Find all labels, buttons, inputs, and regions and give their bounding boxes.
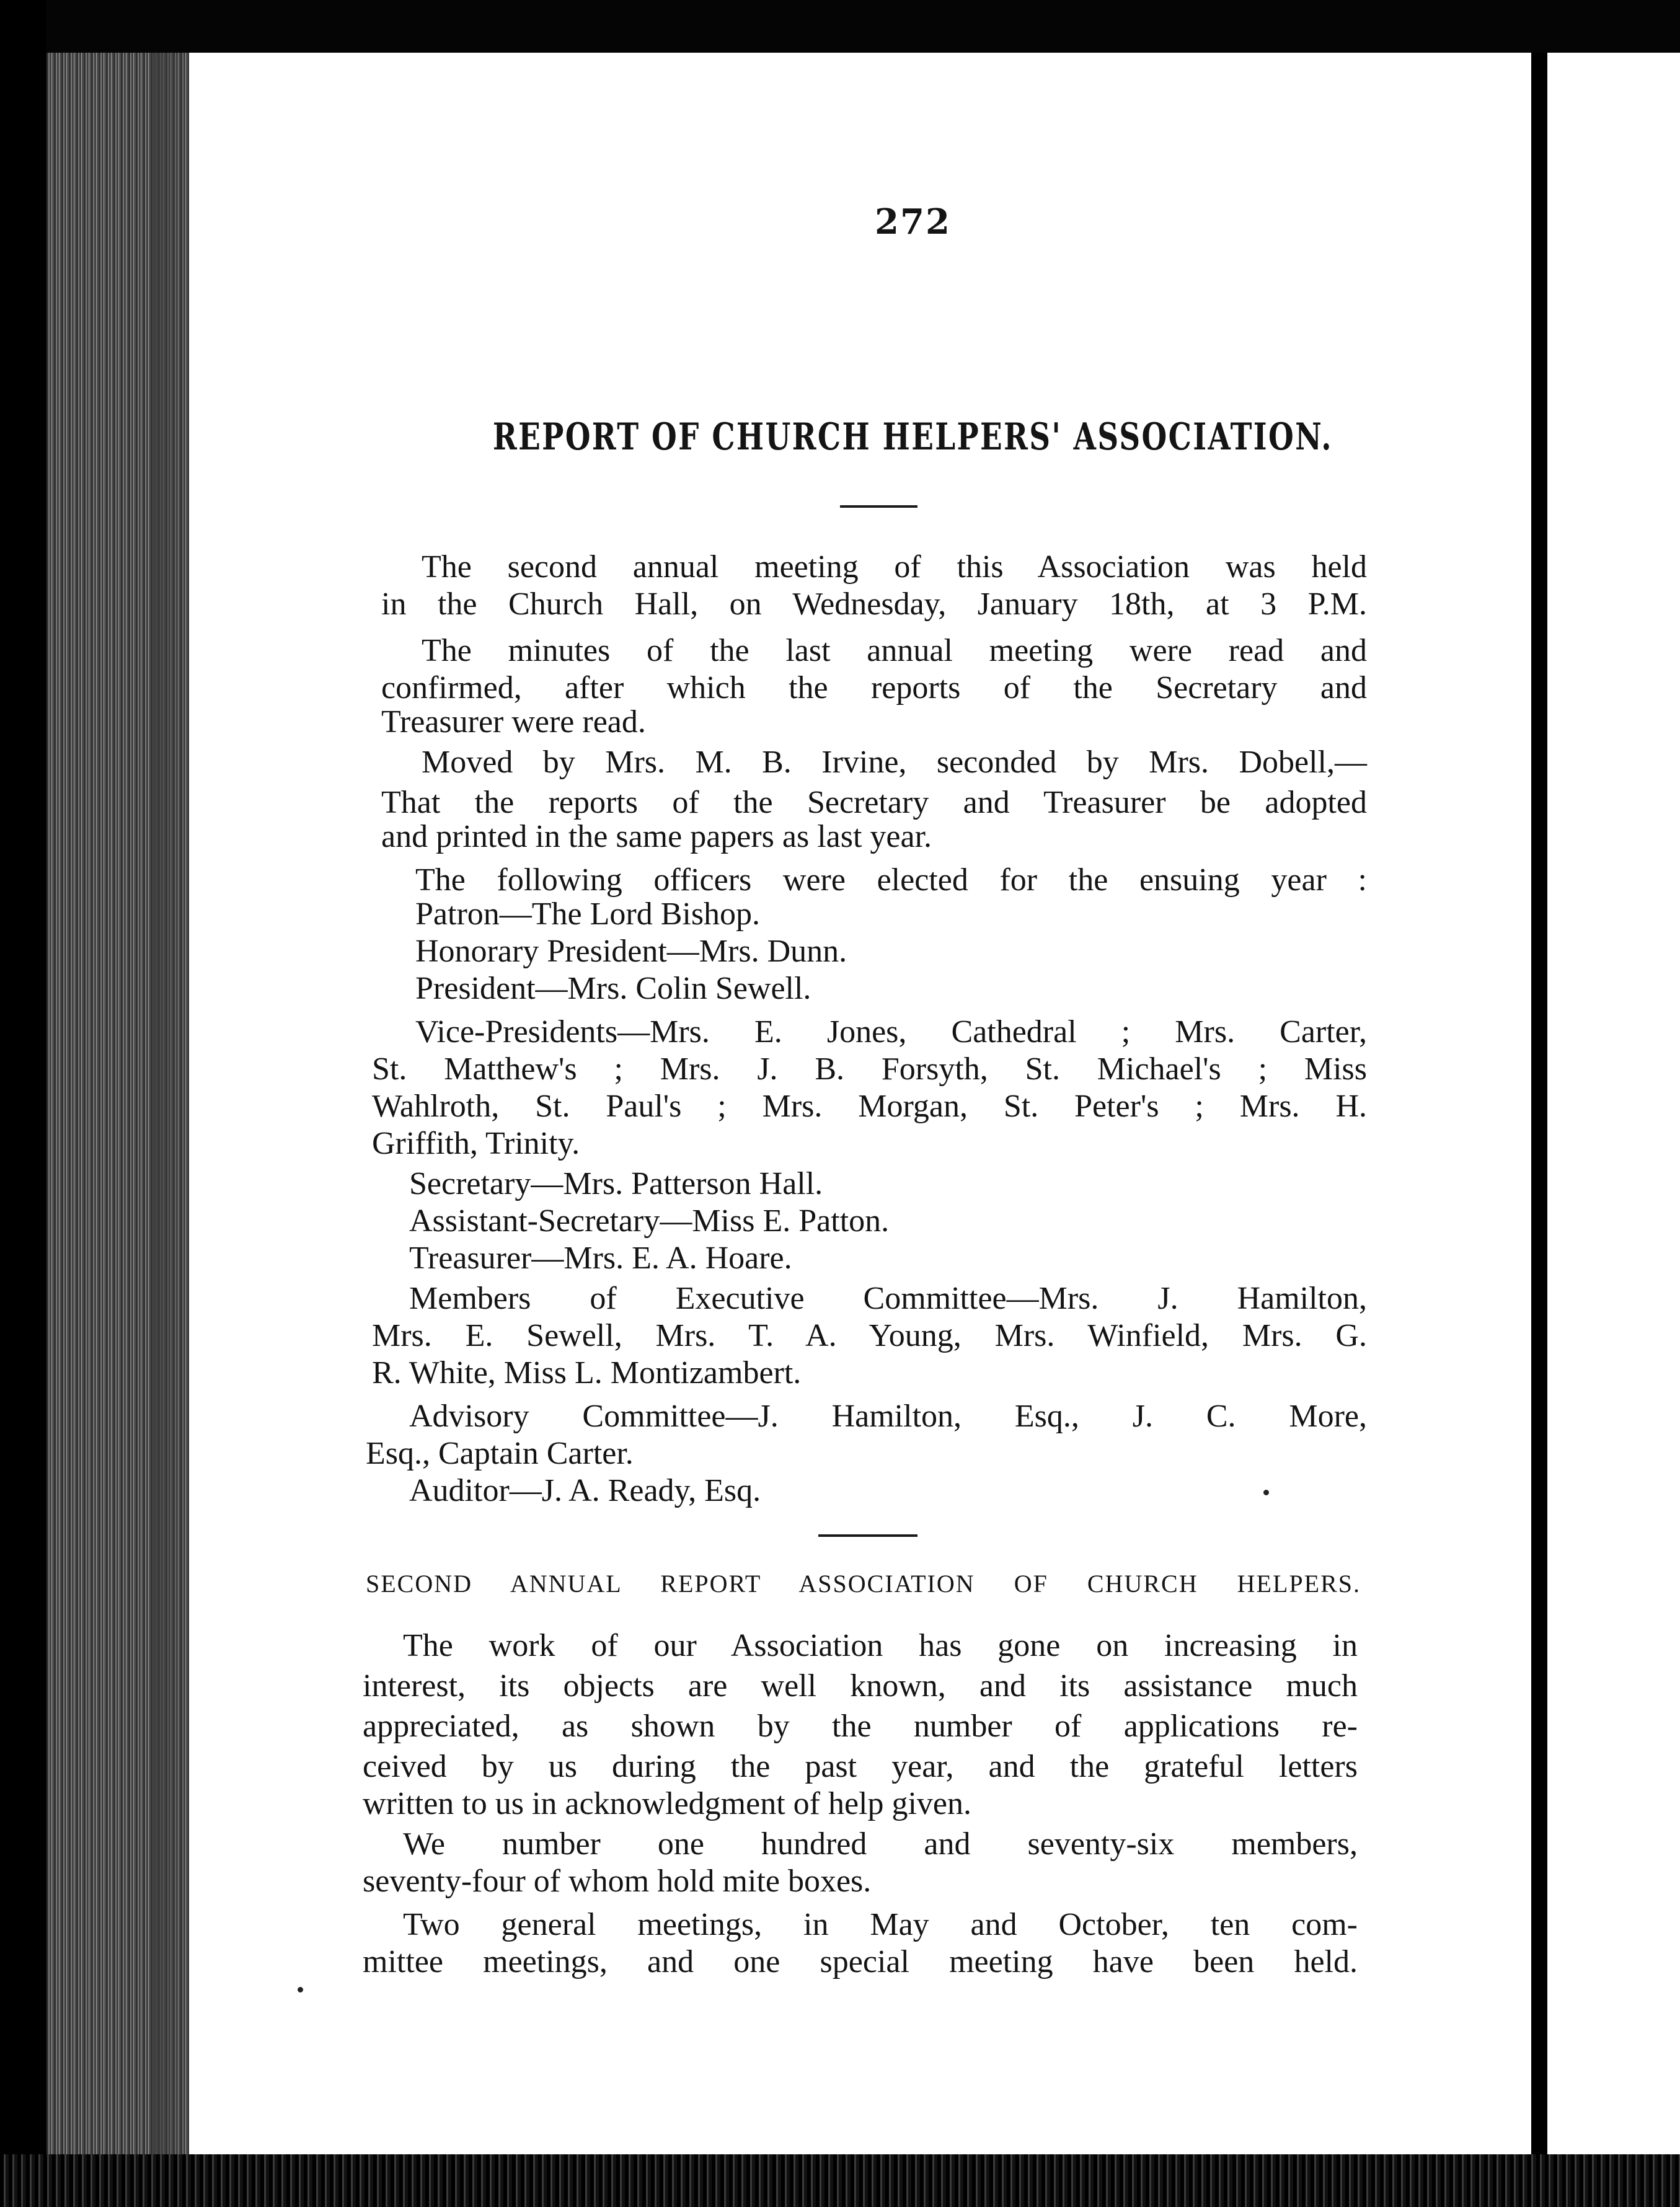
- body-line: Advisory Committee—J. Hamilton, Esq., J. C. More,: [409, 1399, 1367, 1434]
- body-line: Treasurer—Mrs. E. A. Hoare.: [409, 1241, 792, 1276]
- body-line: Moved by Mrs. M. B. Irvine, seconded by Mrs. Dobell,—: [422, 745, 1367, 780]
- body-line: Assistant-Secretary—Miss E. Patton.: [409, 1203, 890, 1239]
- body-line: ceived by us during the past year, and the grateful letters: [363, 1749, 1358, 1784]
- section-heading: SECOND ANNUAL REPORT ASSOCIATION OF CHURCH HELPERS.: [366, 1570, 1361, 1598]
- section-divider: [818, 1534, 917, 1537]
- page-title: REPORT OF CHURCH HELPERS' ASSOCIATION.: [492, 415, 1333, 459]
- body-line: Treasurer were read.: [381, 704, 646, 740]
- body-line: in the Church Hall, on Wednesday, January 18th, at 3 P.M.: [381, 586, 1367, 622]
- ink-speck: [1263, 1490, 1269, 1495]
- body-line: Wahlroth, St. Paul's ; Mrs. Morgan, St. Peter's ; Mrs. H.: [372, 1089, 1367, 1124]
- body-line: Vice-Presidents—Mrs. E. Jones, Cathedral ; Mrs. Carter,: [415, 1014, 1367, 1050]
- body-line: The following officers were elected for the ensuing year :: [415, 862, 1367, 898]
- title-divider: [840, 505, 917, 508]
- body-line: Esq., Captain Carter.: [366, 1436, 634, 1471]
- body-line: appreciated, as shown by the number of applications re-: [363, 1709, 1358, 1744]
- ink-speck: [298, 1987, 303, 1992]
- body-line: Two general meetings, in May and October, ten com-: [403, 1907, 1358, 1942]
- body-line: President—Mrs. Colin Sewell.: [415, 971, 811, 1006]
- body-line: The work of our Association has gone on increasing in: [403, 1628, 1358, 1663]
- body-line: Members of Executive Committee—Mrs. J. Hamilton,: [409, 1281, 1367, 1316]
- page-number: 272: [875, 201, 951, 242]
- body-line: Mrs. E. Sewell, Mrs. T. A. Young, Mrs. Winfield, Mrs. G.: [372, 1318, 1367, 1353]
- body-line: confirmed, after which the reports of the Secretary and: [381, 670, 1367, 705]
- body-line: R. White, Miss L. Montizambert.: [372, 1355, 802, 1391]
- body-line: Auditor—J. A. Ready, Esq.: [409, 1473, 761, 1508]
- body-line: The second annual meeting of this Association was held: [422, 549, 1367, 585]
- body-line: and printed in the same papers as last year.: [381, 819, 932, 854]
- body-line: Patron—The Lord Bishop.: [415, 896, 761, 932]
- body-line: interest, its objects are well known, and its assistance much: [363, 1668, 1358, 1704]
- body-line: That the reports of the Secretary and Treasurer be adopted: [381, 785, 1367, 820]
- body-line: St. Matthew's ; Mrs. J. B. Forsyth, St. Michael's ; Miss: [372, 1051, 1367, 1087]
- body-line: written to us in acknowledgment of help given.: [363, 1786, 972, 1821]
- body-line: Honorary President—Mrs. Dunn.: [415, 934, 847, 969]
- body-line: We number one hundred and seventy-six members,: [403, 1826, 1358, 1862]
- body-line: seventy-four of whom hold mite boxes.: [363, 1864, 872, 1899]
- body-line: mittee meetings, and one special meeting have been held.: [363, 1944, 1358, 1979]
- body-line: The minutes of the last annual meeting were read and: [422, 633, 1367, 668]
- body-line: Secretary—Mrs. Patterson Hall.: [409, 1166, 823, 1201]
- body-line: Griffith, Trinity.: [372, 1126, 580, 1161]
